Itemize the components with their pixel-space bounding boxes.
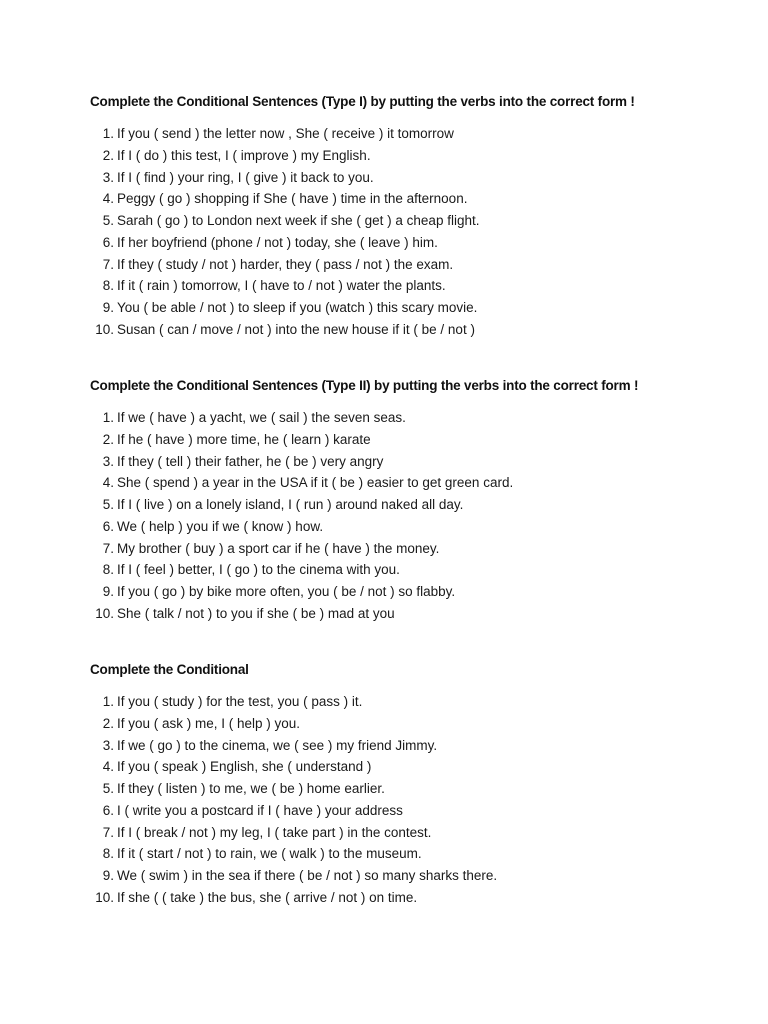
item-text: We ( help ) you if we ( know ) how. — [117, 518, 324, 534]
item-text: Susan ( can / move / not ) into the new house if it ( be / not ) — [117, 321, 475, 337]
list-item — [90, 123, 730, 145]
list-item — [90, 603, 730, 625]
item-number: 5. — [102, 213, 114, 228]
item-text: If they ( study / not ) harder, they ( pass / not ) the exam. — [117, 256, 454, 272]
list-item — [90, 167, 730, 189]
item-text: I ( write you a postcard if I ( have ) your address — [117, 802, 403, 818]
list-item — [90, 756, 730, 778]
list-item — [90, 800, 730, 822]
item-text: If I ( feel ) better, I ( go ) to the cinema with you. — [117, 562, 400, 578]
item-text: If I ( do ) this test, I ( improve ) my English. — [117, 147, 371, 163]
item-text: If they ( listen ) to me, we ( be ) home earlier. — [117, 781, 385, 796]
list-item — [90, 516, 730, 538]
item-text: We ( swim ) in the sea if there ( be / not ) so many sharks there. — [117, 868, 498, 883]
item-text: If it ( start / not ) to rain, we ( walk ) to the museum. — [117, 846, 422, 862]
item-text: Sarah ( go ) to London next week if she ( get ) a cheap flight. — [117, 213, 480, 228]
list-item — [90, 735, 730, 757]
list-item — [90, 843, 730, 865]
section-heading: Complete the Conditional Sentences (Type II) by putting the verbs into the correct form ! — [90, 378, 639, 393]
item-number: 6. — [102, 234, 114, 250]
item-number: 5. — [102, 497, 114, 512]
item-number: 7. — [102, 540, 114, 556]
exercise-list — [90, 407, 730, 625]
list-item — [90, 254, 730, 276]
list-item — [90, 297, 730, 319]
section-heading: Complete the Conditional Sentences (Type I) by putting the verbs into the correct form ! — [90, 94, 635, 109]
item-number: 9. — [102, 300, 114, 315]
item-text: If you ( study ) for the test, you ( pass ) it. — [117, 694, 363, 709]
list-item — [90, 210, 730, 232]
item-text: If I ( break / not ) my leg, I ( take part ) in the contest. — [117, 824, 432, 840]
item-number: 8. — [102, 562, 114, 578]
section-conditional — [90, 661, 730, 909]
item-number: 6. — [102, 802, 114, 818]
item-number: 9. — [102, 868, 114, 883]
item-text: If you ( speak ) English, she ( understand ) — [117, 759, 372, 775]
item-number: 3. — [102, 169, 114, 185]
section-type-2 — [90, 377, 730, 625]
list-item — [90, 275, 730, 297]
item-text: If they ( tell ) their father, he ( be ) very angry — [117, 453, 384, 469]
list-item — [90, 887, 730, 909]
item-number: 10. — [95, 889, 114, 905]
section-type-1 — [90, 93, 730, 341]
item-number: 2. — [102, 147, 114, 163]
item-number: 1. — [102, 410, 114, 425]
item-number: 6. — [102, 518, 114, 534]
item-text: If we ( go ) to the cinema, we ( see ) my friend Jimmy. — [117, 737, 438, 753]
item-text: If we ( have ) a yacht, we ( sail ) the seven seas. — [117, 410, 406, 425]
list-item — [90, 407, 730, 429]
item-text: If you ( ask ) me, I ( help ) you. — [117, 715, 301, 731]
item-text: If you ( send ) the letter now , She ( receive ) it tomorrow — [117, 126, 454, 141]
item-number: 9. — [102, 584, 114, 599]
list-item — [90, 145, 730, 167]
item-text: If you ( go ) by bike more often, you ( be / not ) so flabby. — [117, 584, 456, 599]
item-number: 7. — [102, 824, 114, 840]
item-number: 4. — [102, 475, 114, 491]
item-number: 8. — [102, 846, 114, 862]
list-item — [90, 494, 730, 516]
item-text: If I ( find ) your ring, I ( give ) it back to you. — [117, 169, 374, 185]
exercise-list — [90, 123, 730, 341]
list-item — [90, 822, 730, 844]
list-item — [90, 559, 730, 581]
item-text: Peggy ( go ) shopping if She ( have ) time in the afternoon. — [117, 191, 468, 207]
item-number: 3. — [102, 737, 114, 753]
item-text: She ( spend ) a year in the USA if it ( be ) easier to get green card. — [117, 475, 514, 491]
item-text: My brother ( buy ) a sport car if he ( have ) the money. — [117, 540, 440, 556]
list-item — [90, 581, 730, 603]
item-number: 10. — [95, 605, 114, 621]
item-number: 3. — [102, 453, 114, 469]
item-number: 4. — [102, 191, 114, 207]
item-text: If she ( ( take ) the bus, she ( arrive / not ) on time. — [117, 889, 418, 905]
item-text: You ( be able / not ) to sleep if you (watch ) this scary movie. — [117, 300, 478, 315]
item-text: If he ( have ) more time, he ( learn ) karate — [117, 431, 371, 447]
section-heading: Complete the Conditional — [90, 662, 249, 677]
list-item — [90, 188, 730, 210]
item-number: 8. — [102, 278, 114, 294]
exercise-list — [90, 691, 730, 909]
list-item — [90, 472, 730, 494]
item-number: 1. — [102, 694, 114, 709]
item-number: 7. — [102, 256, 114, 272]
list-item — [90, 232, 730, 254]
item-number: 5. — [102, 781, 114, 796]
list-item — [90, 319, 730, 341]
list-item — [90, 538, 730, 560]
list-item — [90, 451, 730, 473]
item-text: If it ( rain ) tomorrow, I ( have to / not ) water the plants. — [117, 278, 446, 294]
list-item — [90, 429, 730, 451]
item-number: 2. — [102, 715, 114, 731]
list-item — [90, 713, 730, 735]
item-text: She ( talk / not ) to you if she ( be ) mad at you — [117, 605, 395, 621]
item-number: 10. — [95, 321, 114, 337]
item-text: If I ( live ) on a lonely island, I ( run ) around naked all day. — [117, 497, 464, 512]
item-number: 2. — [102, 431, 114, 447]
item-number: 4. — [102, 759, 114, 775]
item-text: If her boyfriend (phone / not ) today, she ( leave ) him. — [117, 234, 438, 250]
list-item — [90, 691, 730, 713]
list-item — [90, 778, 730, 800]
item-number: 1. — [102, 126, 114, 141]
list-item — [90, 865, 730, 887]
